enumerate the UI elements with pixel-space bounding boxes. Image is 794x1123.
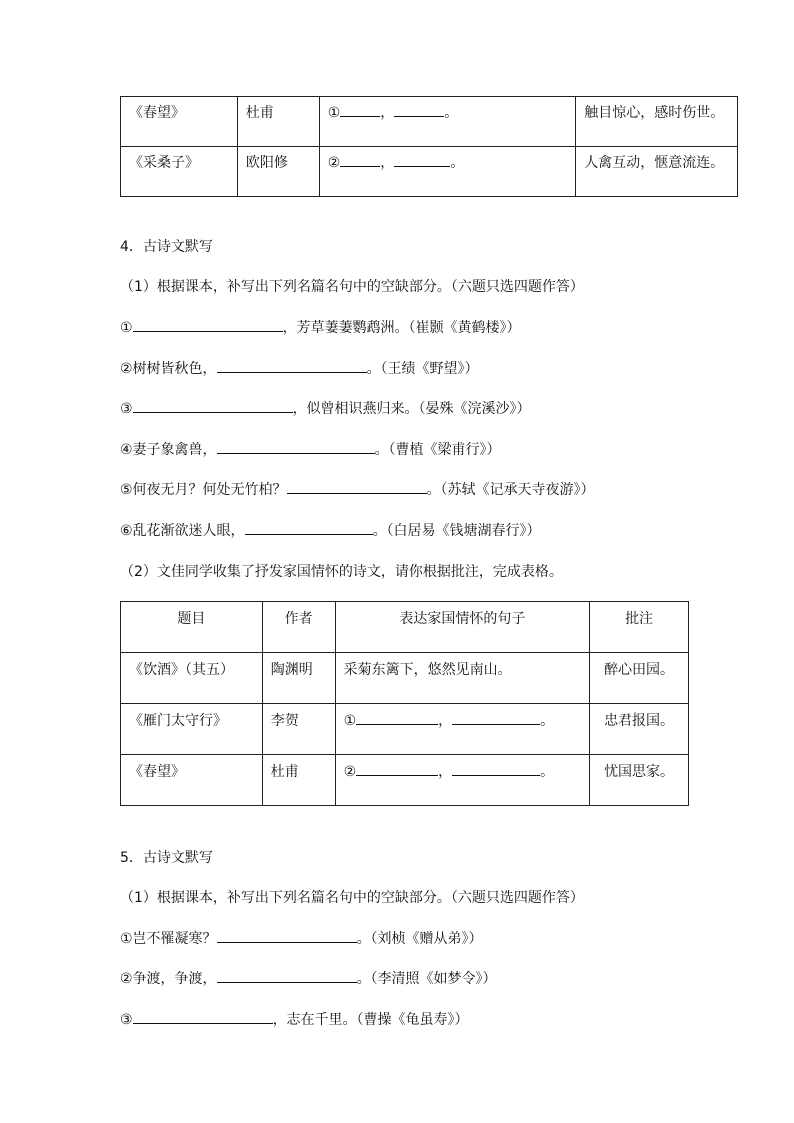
separator: ， <box>380 105 395 121</box>
fill-item <box>120 317 521 337</box>
item-suffix: 。（苏轼《记承天寺夜游》） <box>426 482 595 498</box>
item-prefix: ① <box>120 320 133 336</box>
item-suffix: 。（白居易《钱塘湖春行》） <box>372 523 541 539</box>
fill-item <box>120 928 483 948</box>
answer-blank[interactable] <box>217 440 375 454</box>
table-row <box>121 653 689 704</box>
table-cell-sentence <box>335 704 590 755</box>
item-prefix: ②争渡，争渡， <box>120 971 217 987</box>
table-cell-title: 《春望》 <box>121 755 263 806</box>
answer-blank[interactable] <box>340 103 380 117</box>
table-row <box>121 704 689 755</box>
question-5-heading: 5．古诗文默写 <box>120 850 213 866</box>
answer-blank[interactable] <box>340 153 380 167</box>
separator: ， <box>438 764 453 780</box>
header-author: 作者 <box>262 602 335 653</box>
answer-blank[interactable] <box>217 969 357 983</box>
header-title: 题目 <box>121 602 263 653</box>
answer-blank[interactable] <box>133 399 293 413</box>
item-prefix: ⑤何夜无月？何处无竹柏？ <box>120 482 287 498</box>
blank-number: ① <box>327 105 341 121</box>
table-cell-author: 陶渊明 <box>262 653 335 704</box>
question-4-heading: 4．古诗文默写 <box>120 239 213 255</box>
table-cell-author: 李贺 <box>262 704 335 755</box>
item-suffix: ，志在千里。（曹操《龟虽寿》） <box>272 1012 469 1028</box>
table-row <box>121 147 738 197</box>
table-cell-note: 忧国思家。 <box>590 755 689 806</box>
answer-blank[interactable] <box>287 480 427 494</box>
fill-item <box>120 439 501 459</box>
patriotic-poems-table <box>120 601 689 806</box>
table-cell-sentence <box>319 147 576 197</box>
fill-item <box>120 1009 469 1029</box>
answer-blank[interactable] <box>133 318 283 332</box>
separator: ， <box>438 713 453 729</box>
item-prefix: ③ <box>120 1012 133 1028</box>
question-4-part2-instruction: （2）文佳同学收集了抒发家国情怀的诗文，请你根据批注，完成表格。 <box>120 564 563 580</box>
table-cell-title: 《采桑子》 <box>121 147 238 197</box>
table-cell-title: 《饮酒》（其五） <box>121 653 263 704</box>
item-prefix: ④妻子象禽兽， <box>120 442 217 458</box>
table-cell-title: 《春望》 <box>121 97 238 147</box>
blank-number: ① <box>343 713 357 729</box>
item-suffix: 。（刘桢《赠从弟》） <box>356 931 483 947</box>
blank-number: ② <box>343 764 357 780</box>
item-prefix: ⑥乱花渐欲迷人眼， <box>120 523 245 539</box>
separator: ， <box>380 155 395 171</box>
answer-blank[interactable] <box>217 929 357 943</box>
table-row <box>121 755 689 806</box>
answer-blank[interactable] <box>394 153 450 167</box>
answer-blank[interactable] <box>452 711 540 725</box>
answer-blank[interactable] <box>217 359 367 373</box>
answer-blank[interactable] <box>356 762 438 776</box>
header-sentence: 表达家国情怀的句子 <box>335 602 590 653</box>
item-suffix: 。（王绩《野望》） <box>366 361 479 377</box>
item-prefix: ③ <box>120 401 133 417</box>
item-suffix: ，似曾相识燕归来。（晏殊《浣溪沙》） <box>292 401 531 417</box>
fill-item <box>120 520 541 540</box>
table-cell-sentence: 采菊东篱下，悠然见南山。 <box>335 653 590 704</box>
poem-table-1 <box>120 96 738 197</box>
fill-item <box>120 968 497 988</box>
terminator: 。 <box>444 105 459 121</box>
question-4-part1-instruction: （1）根据课本，补写出下列名篇名句中的空缺部分。（六题只选四题作答） <box>120 279 584 295</box>
table-cell-title: 《雁门太守行》 <box>121 704 263 755</box>
answer-blank[interactable] <box>394 103 444 117</box>
question-5-part1-instruction: （1）根据课本，补写出下列名篇名句中的空缺部分。（六题只选四题作答） <box>120 890 584 906</box>
fill-item <box>120 398 531 418</box>
table-header-row <box>121 602 689 653</box>
answer-blank[interactable] <box>356 711 438 725</box>
terminator: 。 <box>540 713 555 729</box>
table-cell-author: 杜甫 <box>262 755 335 806</box>
item-suffix: 。（李清照《如梦令》） <box>356 971 497 987</box>
table-cell-note: 触目惊心，感时伤世。 <box>576 97 738 147</box>
answer-blank[interactable] <box>245 521 373 535</box>
table-cell-author: 杜甫 <box>237 97 319 147</box>
item-suffix: ，芳草萋萋鹦鹉洲。（崔颢《黄鹤楼》） <box>282 320 521 336</box>
item-prefix: ②树树皆秋色， <box>120 361 217 377</box>
table-cell-sentence <box>319 97 576 147</box>
terminator: 。 <box>450 155 465 171</box>
header-note: 批注 <box>590 602 689 653</box>
blank-number: ② <box>327 155 341 171</box>
table-cell-note: 忠君报国。 <box>590 704 689 755</box>
terminator: 。 <box>540 764 555 780</box>
table-cell-author: 欧阳修 <box>237 147 319 197</box>
table-cell-note: 醉心田园。 <box>590 653 689 704</box>
answer-blank[interactable] <box>133 1010 273 1024</box>
table-row <box>121 97 738 147</box>
table-cell-note: 人禽互动，惬意流连。 <box>576 147 738 197</box>
fill-item <box>120 358 479 378</box>
item-prefix: ①岂不罹凝寒？ <box>120 931 217 947</box>
table-cell-sentence <box>335 755 590 806</box>
item-suffix: 。（曹植《梁甫行》） <box>374 442 501 458</box>
fill-item <box>120 479 595 499</box>
answer-blank[interactable] <box>452 762 540 776</box>
